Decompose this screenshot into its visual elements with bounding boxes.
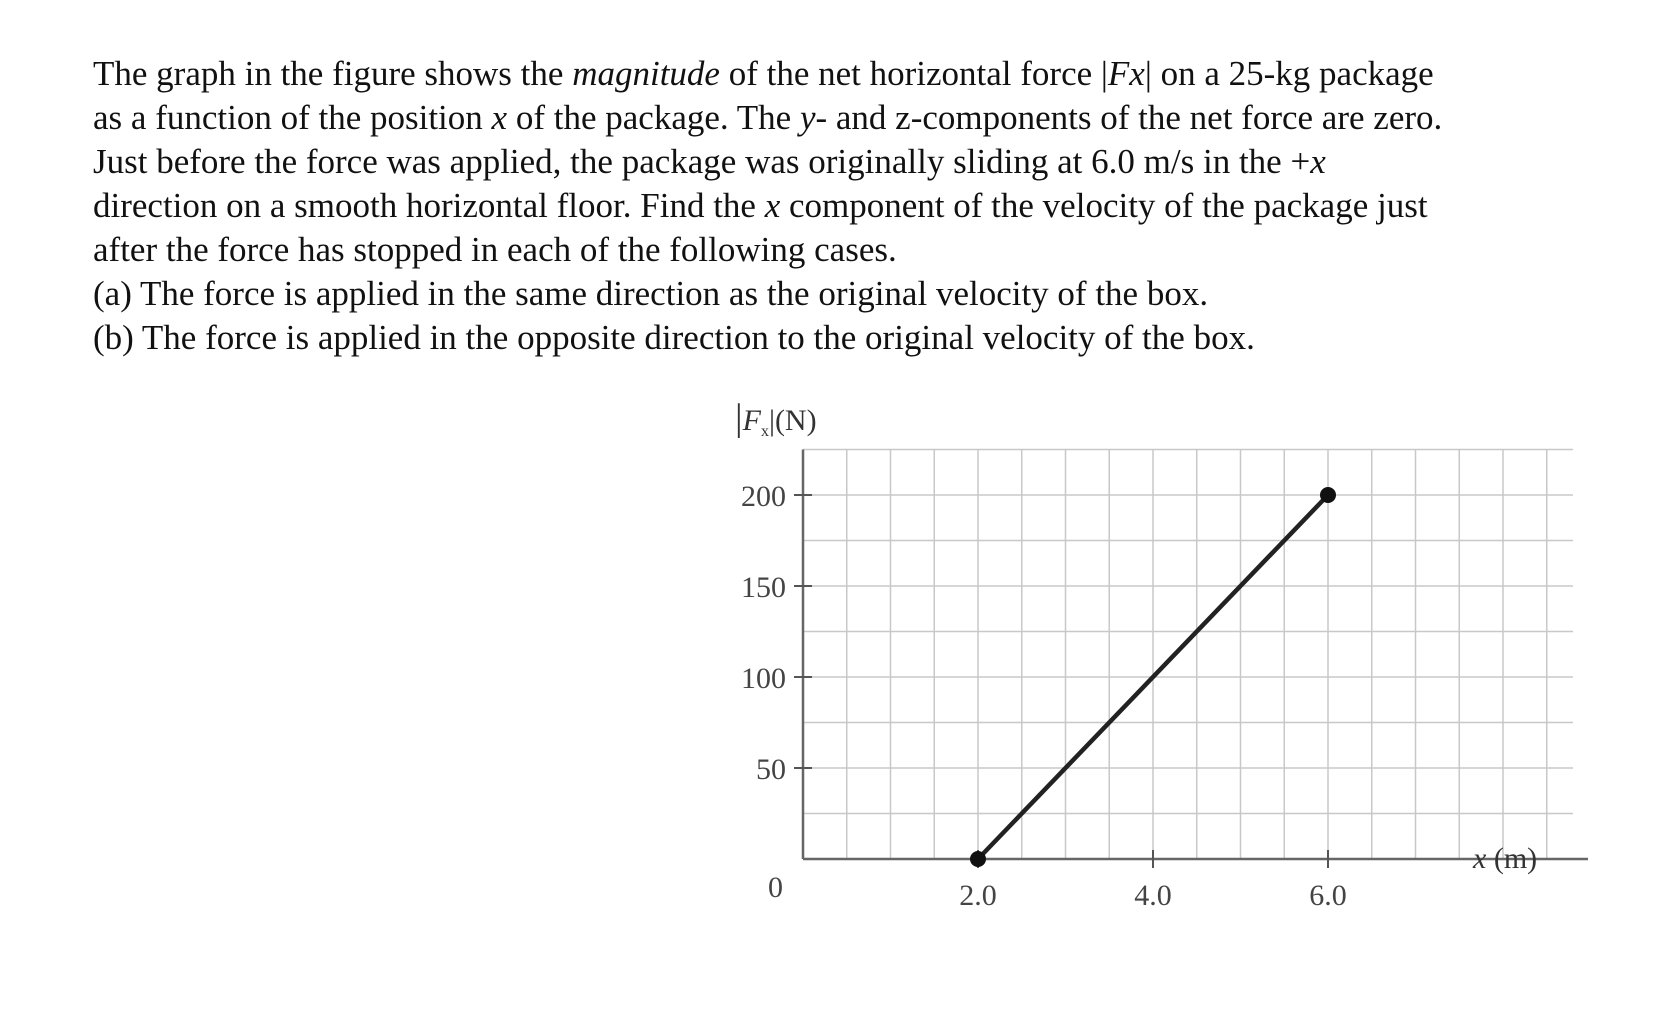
axes	[803, 450, 1588, 860]
y-tick-label: 200	[741, 480, 786, 513]
y-tick-label: 50	[756, 753, 786, 786]
text-italic-fx: Fx	[1107, 54, 1145, 93]
text-segment: - and z-components of the net force are zero.	[815, 98, 1443, 137]
text-segment: of the package. The	[507, 98, 800, 137]
text-italic-magnitude: magnitude	[572, 54, 720, 93]
text-italic-y: y	[799, 98, 816, 137]
x-axis-label: x (m)	[1473, 842, 1538, 875]
x-tick-label: 2.0	[959, 879, 997, 912]
text-italic-x: x	[764, 186, 781, 225]
y-axis-label: $|F_x|(N)$	[735, 397, 817, 440]
x-tick-label: 6.0	[1309, 879, 1347, 912]
part-b: (b) The force is applied in the opposite direction to the original velocity of the box.	[93, 318, 1255, 357]
text-italic-x: x	[491, 98, 508, 137]
text-italic-x: x	[1310, 142, 1326, 181]
y-tick-label: 100	[741, 662, 786, 695]
ticks	[741, 480, 1347, 912]
text-segment: The graph in the figure shows the	[93, 54, 573, 93]
problem-line-5: after the force has stopped in each of the following cases.	[93, 230, 897, 269]
text-segment: of the net horizontal force |	[719, 54, 1108, 93]
text-segment: | on a 25-kg package	[1144, 54, 1434, 93]
part-a: (a) The force is applied in the same direction as the original velocity of the box.	[93, 274, 1209, 313]
text-segment: direction on a smooth horizontal floor. Find the	[93, 186, 765, 225]
y-tick-label: 150	[741, 571, 786, 604]
text-segment: component of the velocity of the package just	[780, 186, 1428, 225]
y-tick-label: 0	[768, 871, 783, 904]
text-segment: Just before the force was applied, the package was originally sliding at 6.0 m/s in the +	[93, 142, 1311, 181]
data-point	[970, 851, 986, 867]
text-segment: as a function of the position	[93, 98, 492, 137]
x-tick-label: 4.0	[1134, 879, 1172, 912]
data-point	[1320, 487, 1336, 503]
grid	[803, 450, 1573, 860]
